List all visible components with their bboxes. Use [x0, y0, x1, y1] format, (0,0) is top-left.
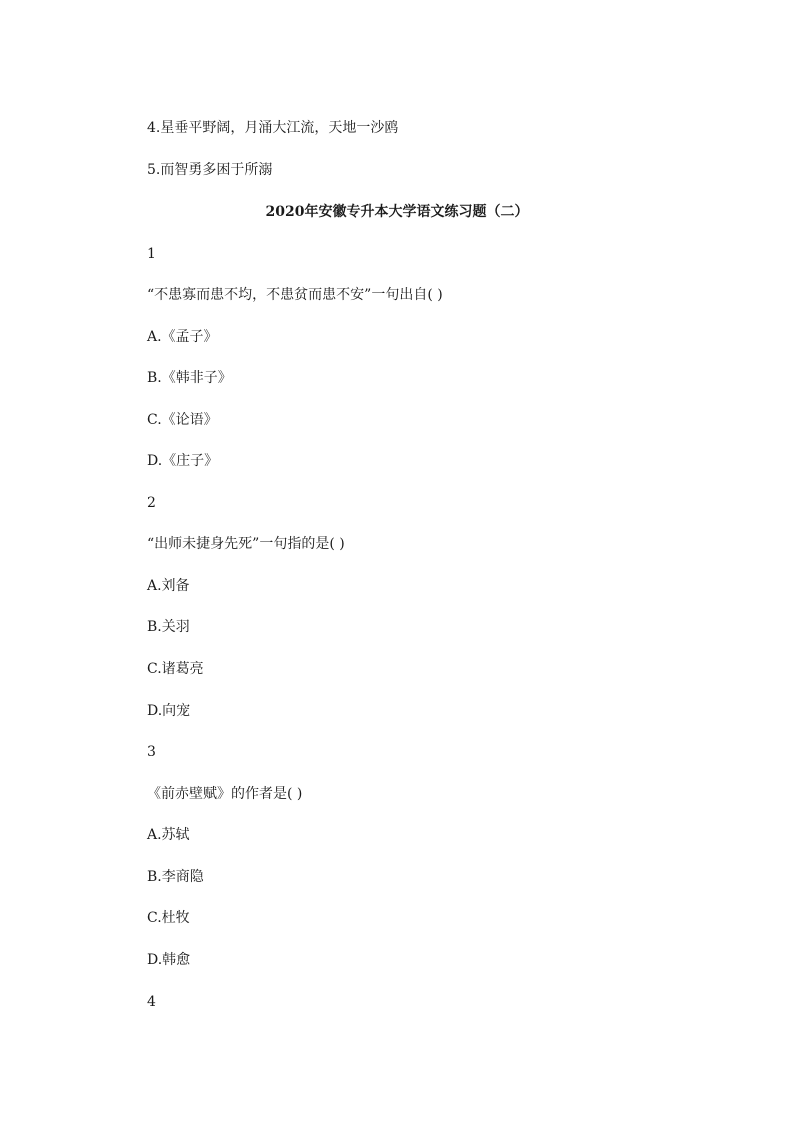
question-2-option-c: C.诸葛亮: [147, 661, 204, 677]
question-3-option-d: D.韩愈: [147, 952, 191, 968]
question-3-number: 3: [147, 744, 156, 760]
question-3-stem: 《前赤壁赋》的作者是( ): [147, 786, 303, 802]
question-2-option-a: A.刘备: [147, 578, 190, 594]
question-2-option-d: D.向宠: [147, 703, 191, 719]
question-3-option-c: C.杜牧: [147, 910, 190, 926]
exercise-title: 2020年安徽专升本大学语文练习题（二）: [265, 204, 529, 220]
intro-item-5: 5.而智勇多困于所溺: [147, 162, 273, 178]
question-3-option-b: B.李商隐: [147, 869, 204, 885]
question-4-number: 4: [147, 994, 156, 1010]
question-1-option-a: A.《孟子》: [147, 329, 218, 345]
question-1-option-b: B.《韩非子》: [147, 370, 232, 386]
question-2-number: 2: [147, 495, 156, 511]
question-1-number: 1: [147, 246, 156, 262]
intro-item-4: 4.星垂平野阔，月涌大江流，天地一沙鸥: [147, 120, 399, 136]
question-2-option-b: B.关羽: [147, 619, 190, 635]
question-1-option-d: D.《庄子》: [147, 453, 219, 469]
question-1-stem: “不患寡而患不均，不患贫而患不安”一句出自( ): [147, 287, 443, 303]
question-2-stem: “出师未捷身先死”一句指的是( ): [147, 536, 345, 552]
question-1-option-c: C.《论语》: [147, 412, 218, 428]
question-3-option-a: A.苏轼: [147, 827, 190, 843]
